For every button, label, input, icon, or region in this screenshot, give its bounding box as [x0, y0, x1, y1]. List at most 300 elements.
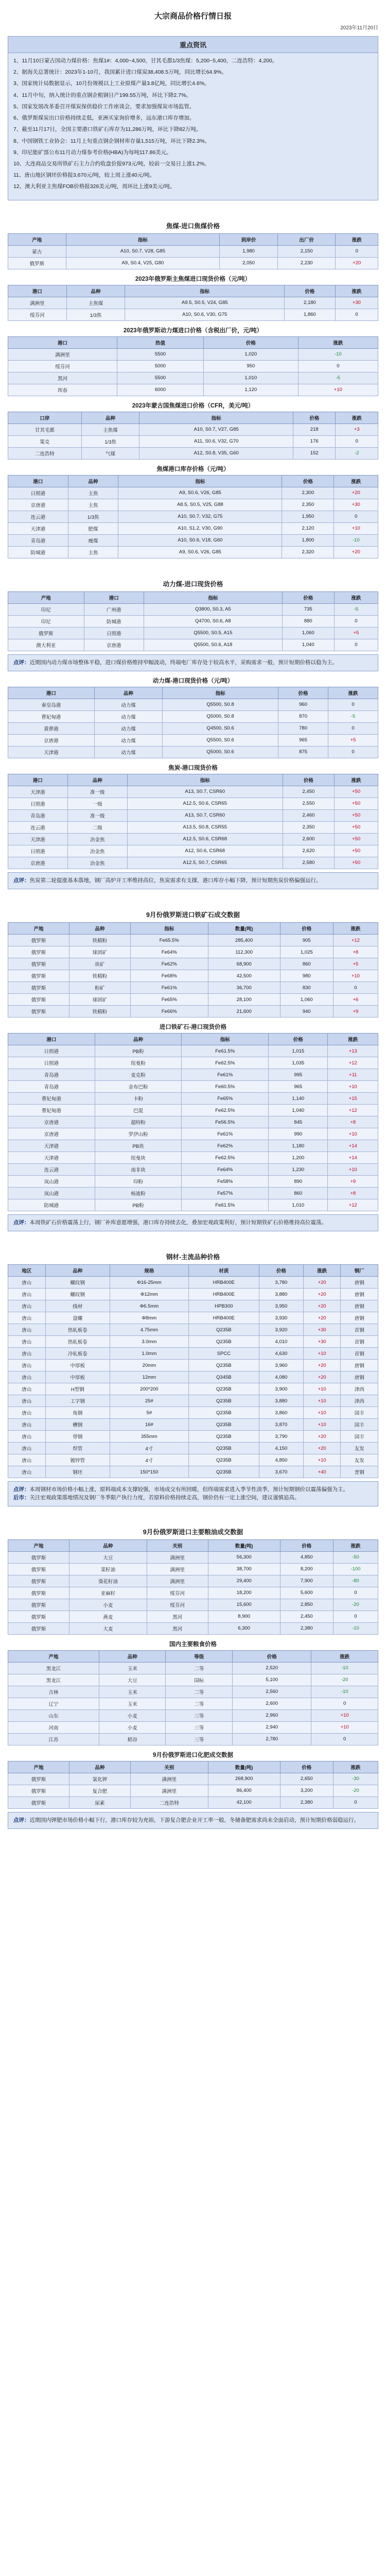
table-cell: 1,230	[269, 1164, 328, 1176]
table-row	[8, 1563, 378, 1575]
table-cell: 2,150	[277, 245, 336, 257]
table-cell: 麦克粉	[95, 1069, 182, 1081]
table-cell: 950	[203, 360, 298, 372]
table-cell: 2,850	[280, 1599, 333, 1611]
table-cell: 1,950	[282, 511, 334, 522]
coke-title: 焦炭-港口现货价格	[168, 765, 218, 771]
column-header: 产地	[8, 1539, 69, 1551]
table-cell: 唐钢	[341, 1277, 378, 1289]
table-cell: 稻谷	[99, 1733, 166, 1745]
column-header: 品种	[69, 1539, 147, 1551]
table-cell: 江苏	[8, 1733, 99, 1745]
table-cell: 980	[280, 970, 333, 982]
fertilizer-title: 9月份俄罗斯进口化肥成交数据	[153, 1752, 233, 1758]
table-cell: 2,960	[233, 1709, 311, 1721]
column-header: 涨跌	[303, 1265, 341, 1277]
column-header: 热值	[117, 336, 203, 348]
table-cell: 天津港	[8, 786, 68, 798]
table-cell: 角钢	[45, 1407, 110, 1419]
table-cell: 杨迪粉	[95, 1188, 182, 1199]
table-cell: 日照港	[84, 627, 144, 639]
table-row	[8, 857, 378, 869]
table-cell: 京唐港	[8, 1128, 95, 1140]
table-cell: 2,350	[282, 499, 334, 511]
table-cell: +20	[303, 1289, 341, 1300]
table-cell: 国丰	[341, 1431, 378, 1443]
table-cell: +10	[333, 970, 378, 982]
table-cell: 天津港	[8, 833, 68, 845]
table-cell: 俄罗斯	[8, 1773, 69, 1785]
table-row	[8, 1045, 378, 1057]
table-cell: 12mm	[110, 1371, 189, 1383]
table-cell: 日照港	[8, 798, 68, 809]
column-header: 出厂价	[277, 233, 336, 245]
table-cell: 唐山	[8, 1454, 46, 1466]
column-header: 指标	[139, 412, 293, 423]
table-cell: 3,670	[259, 1466, 304, 1478]
table-cell: 动力煤	[94, 710, 162, 722]
key-news-heading: 重点资讯	[8, 36, 378, 53]
table-header-row	[8, 1761, 378, 1773]
table-cell: 6,300	[208, 1622, 280, 1634]
table-cell: +10	[303, 1383, 341, 1395]
table-cell: 金布巴粉	[95, 1081, 182, 1093]
table-cell: 唐山	[8, 1348, 46, 1360]
table-cell: 0	[334, 511, 378, 522]
table-cell: 2,450	[280, 1611, 333, 1622]
table-cell: 热轧板卷	[45, 1336, 110, 1348]
table-cell: 6000	[117, 384, 203, 396]
table-row	[8, 1324, 378, 1336]
table-cell: +30	[303, 1336, 341, 1348]
table-cell: 21,600	[208, 1006, 280, 1018]
table-cell: 巴混	[95, 1105, 182, 1116]
table-cell: 满洲里	[147, 1563, 208, 1575]
table-cell: 3,880	[259, 1289, 304, 1300]
table-cell: 钢坯	[45, 1466, 110, 1478]
table-cell: 3,790	[259, 1431, 304, 1443]
table-row	[8, 1698, 378, 1709]
table-row	[8, 1662, 378, 1674]
table-cell: 蒙古	[8, 245, 66, 257]
table-cell: 3,930	[259, 1312, 304, 1324]
table-cell: 天津港	[8, 1140, 95, 1152]
table-row	[8, 1199, 378, 1211]
table-cell: 唐山	[8, 1443, 46, 1454]
table-cell: -20	[333, 1785, 378, 1797]
column-header: 品种	[99, 1650, 166, 1662]
column-header: 价格	[285, 285, 336, 297]
table-cell: +10	[328, 1081, 378, 1093]
table-cell: 俄罗斯	[8, 1611, 69, 1622]
table-cell: 黑龙江	[8, 1674, 99, 1686]
table-cell: 俄罗斯	[8, 946, 69, 958]
table-cell: 4,080	[259, 1371, 304, 1383]
russia-coking-title: 2023年俄罗斯主焦煤进口现货价格（元/吨）	[135, 276, 251, 282]
table-cell: A13, S0.7, CSR60	[127, 809, 283, 821]
news-item: 11、唐山地区钢坯价格报3,670元/吨，较上周上涨40元/吨。	[13, 172, 155, 179]
table-cell: 唐山	[8, 1371, 46, 1383]
table-cell: 990	[269, 1128, 328, 1140]
table-cell: Q345B	[188, 1371, 259, 1383]
table-cell: Fe62%	[182, 1140, 269, 1152]
column-header: 指标	[144, 591, 282, 603]
table-cell: +14	[328, 1140, 378, 1152]
table-cell: 2,460	[283, 809, 334, 821]
table-cell: 1,200	[269, 1152, 328, 1164]
table-cell: 二级	[67, 821, 127, 833]
table-cell: Q235B	[188, 1454, 259, 1466]
table-cell: 大豆	[99, 1674, 166, 1686]
column-header: 数量(吨)	[208, 923, 280, 935]
table-cell: -5	[328, 710, 378, 722]
table-cell: 山东	[8, 1709, 99, 1721]
table-header-row	[8, 1539, 378, 1551]
news-item: 5、国家发展改革委召开煤炭保供稳价工作座谈会，要求加强煤炭市场监管。	[13, 103, 195, 110]
table-cell: 2,230	[277, 257, 336, 269]
thermal-port-table	[8, 687, 378, 758]
table-cell: 澳大利亚	[8, 639, 84, 651]
table-cell: 俄罗斯	[8, 994, 69, 1006]
table-cell: 1,120	[203, 384, 298, 396]
table-header-row	[8, 336, 378, 348]
news-item: 10、大连商品交易所铁矿石主力合约收盘价报973元/吨，较前一交易日上涨1.2%。	[13, 160, 210, 167]
table-row	[8, 1006, 378, 1018]
thermal-port-title: 动力煤-港口现货价格（元/吨）	[152, 677, 234, 684]
table-cell: 0	[328, 722, 378, 734]
table-cell: 燕麦	[69, 1611, 147, 1622]
table-cell: Q5500, S0.6, A18	[144, 639, 282, 651]
table-cell: 盘螺	[45, 1312, 110, 1324]
table-cell: 0	[311, 1698, 378, 1709]
table-cell: 肥煤	[68, 522, 118, 534]
table-row	[8, 1733, 378, 1745]
table-cell: 3,960	[259, 1360, 304, 1371]
table-row	[8, 1721, 378, 1733]
table-cell: 准一级	[67, 786, 127, 798]
table-cell: 曹妃甸港	[8, 1093, 95, 1105]
table-cell: 日照港	[8, 1045, 95, 1057]
table-cell: 1/3焦	[66, 309, 125, 320]
table-cell: PB块	[95, 1140, 182, 1152]
table-cell: Fe61%	[182, 1128, 269, 1140]
table-cell: +20	[303, 1443, 341, 1454]
table-cell: Fe66%	[130, 1006, 208, 1018]
table-cell: 2,600	[233, 1698, 311, 1709]
table-cell: 一级	[67, 798, 127, 809]
table-cell: 主焦	[68, 546, 118, 558]
table-cell: 4,850	[259, 1454, 304, 1466]
table-row	[8, 534, 378, 546]
table-cell: 二等	[166, 1662, 233, 1674]
table-cell: 1,035	[269, 1057, 328, 1069]
table-cell: 56,300	[208, 1551, 280, 1563]
table-cell: +5	[334, 627, 378, 639]
column-header: 涨跌	[336, 233, 378, 245]
column-header: 价格	[280, 1539, 333, 1551]
table-cell: +9	[328, 1176, 378, 1188]
table-row	[8, 1575, 378, 1587]
table-cell: 218	[293, 423, 336, 435]
table-cell: +5	[328, 734, 378, 746]
table-cell: 俄罗斯	[8, 627, 84, 639]
table-row	[8, 1105, 378, 1116]
table-cell: -100	[333, 1563, 378, 1575]
table-cell: 7,900	[280, 1575, 333, 1587]
table-cell: 268,900	[208, 1773, 280, 1785]
table-cell: 青岛港	[8, 1069, 95, 1081]
table-row	[8, 821, 378, 833]
table-cell: A13, S0.7, CSR60	[127, 786, 283, 798]
table-cell: 首钢	[341, 1336, 378, 1348]
table-cell: 黑河	[8, 372, 117, 384]
table-cell: 俄罗斯	[8, 1599, 69, 1611]
table-cell: 冶金焦	[67, 833, 127, 845]
table-cell: Fe64%	[182, 1164, 269, 1176]
column-header: 涨跌	[334, 475, 378, 487]
column-header: 地区	[8, 1265, 46, 1277]
table-cell: 唐山	[8, 1395, 46, 1407]
table-header-row	[8, 475, 378, 487]
table-row	[8, 1188, 378, 1199]
table-cell: A11, S0.6, V32, G70	[139, 435, 293, 447]
news-item: 1、11月10日蒙古国动力煤价格：焦煤1#：4,000~4,500，甘其毛都1/3焦煤：5,200~5,400，二连浩特：4,200。	[13, 58, 278, 64]
grain-russia-title: 9月份俄罗斯进口主要粮油成交数据	[143, 1528, 243, 1536]
table-row	[8, 257, 378, 269]
table-cell: +12	[328, 1199, 378, 1211]
table-cell: 中厚板	[45, 1360, 110, 1371]
column-header: 价格	[269, 1033, 328, 1045]
table-cell: 京唐港	[8, 499, 68, 511]
table-cell: Q235B	[188, 1443, 259, 1454]
table-cell: A10, S0.6, V30, G75	[125, 309, 285, 320]
table-cell: HRB400E	[188, 1289, 259, 1300]
table-cell: 0	[336, 245, 378, 257]
table-cell: 铁精粉	[69, 970, 130, 982]
table-cell: 纽曼块	[95, 1152, 182, 1164]
table-cell: Fe65%	[130, 994, 208, 1006]
table-row	[8, 627, 378, 639]
table-row	[8, 1773, 378, 1785]
column-header: 涨跌	[335, 285, 378, 297]
table-row	[8, 1587, 378, 1599]
table-cell: 3,900	[259, 1383, 304, 1395]
table-row	[8, 809, 378, 821]
table-cell: 3,920	[259, 1324, 304, 1336]
thermal-coal-note-text: 近期国内动力煤市场整体平稳，进口煤价格维持窄幅波动，终端电厂库存处于较高水平，采购需求一般，预计短期价格以稳为主。	[29, 659, 338, 666]
table-cell: 首钢	[341, 1348, 378, 1360]
table-cell: 青岛港	[8, 809, 68, 821]
table-cell: 俄罗斯	[8, 1551, 69, 1563]
column-header: 指标	[163, 687, 278, 699]
table-row	[8, 845, 378, 857]
table-cell: 珲春	[8, 384, 117, 396]
column-header: 等级	[166, 1650, 233, 1662]
table-cell: A10, S0.7, V27, G85	[139, 423, 293, 435]
table-cell: 国标	[166, 1674, 233, 1686]
table-cell: 复合肥	[69, 1785, 130, 1797]
table-cell: 小麦	[99, 1709, 166, 1721]
table-cell: Fe62.5%	[182, 1057, 269, 1069]
table-cell: 860	[269, 1188, 328, 1199]
table-cell: 3.0mm	[110, 1336, 189, 1348]
column-header: 产地	[8, 1650, 99, 1662]
table-cell: 三等	[166, 1721, 233, 1733]
table-row	[8, 786, 378, 798]
table-cell: +50	[335, 821, 378, 833]
table-row	[8, 1466, 378, 1478]
table-cell: 国丰	[341, 1407, 378, 1419]
table-cell: 5500	[117, 348, 203, 360]
coke-note-label: 点评：	[13, 877, 30, 884]
iron-ore-note-label: 点评：	[13, 1219, 30, 1226]
table-cell: 1/3焦	[68, 511, 118, 522]
fertilizer-note-text: 近期国内钾肥市场价格小幅下行，港口库存较为充裕，下游复合肥企业开工率一般，冬储备肥需求尚未全面启动，预计短期价格弱稳运行。	[29, 1817, 359, 1823]
table-cell: 2,560	[233, 1686, 311, 1698]
table-cell: 二等	[166, 1698, 233, 1709]
report-title: 大宗商品价格行情日报	[154, 11, 232, 21]
table-cell: 曹妃甸港	[8, 1105, 95, 1116]
steel-note2-label: 后市：	[13, 1494, 30, 1501]
column-header: 涨跌	[333, 923, 378, 935]
table-cell: 动力煤	[94, 734, 162, 746]
column-header: 港口	[8, 475, 68, 487]
column-header: 价格	[293, 412, 336, 423]
table-cell: 罗伊山粉	[95, 1128, 182, 1140]
table-cell: 2,380	[280, 1622, 333, 1634]
table-cell: Q5500, S0.8	[163, 699, 278, 710]
table-cell: 唐山	[8, 1277, 46, 1289]
table-cell: 三等	[166, 1733, 233, 1745]
table-cell: 4,010	[259, 1336, 304, 1348]
table-cell: Fe61%	[130, 982, 208, 994]
table-row	[8, 1116, 378, 1128]
column-header: 口岸	[8, 412, 82, 423]
column-header: 指标	[66, 233, 220, 245]
table-cell: +20	[303, 1277, 341, 1289]
table-cell: 890	[269, 1176, 328, 1188]
table-cell: +10	[303, 1454, 341, 1466]
table-row	[8, 309, 378, 320]
table-cell: 防城港	[8, 1199, 95, 1211]
table-cell: 2,620	[283, 845, 334, 857]
table-cell: 黑河	[147, 1622, 208, 1634]
table-row	[8, 245, 378, 257]
column-header: 涨跌	[328, 1033, 378, 1045]
table-cell: 15,600	[208, 1599, 280, 1611]
table-cell: Q235B	[188, 1431, 259, 1443]
news-item: 6、俄罗斯煤炭出口价格持续走低，亚洲买家询价增多，远东港口库存增加。	[13, 115, 195, 122]
column-header: 品种	[94, 687, 162, 699]
table-cell: 防城港	[8, 546, 68, 558]
table-cell: 2,380	[280, 1797, 333, 1808]
table-cell: Q235B	[188, 1360, 259, 1371]
column-header: 涨跌	[298, 336, 378, 348]
table-cell: +50	[335, 786, 378, 798]
column-header: 指标	[118, 475, 282, 487]
table-cell: 1,860	[285, 309, 336, 320]
table-cell: A13.5, S0.8, CSR55	[127, 821, 283, 833]
table-cell: 0	[336, 435, 378, 447]
table-cell: 0	[333, 1611, 378, 1622]
table-cell: +8	[328, 1116, 378, 1128]
table-cell: 玉米	[99, 1698, 166, 1709]
table-cell: 唐钢	[341, 1371, 378, 1383]
table-cell: 1,140	[269, 1093, 328, 1105]
table-cell: 二等	[166, 1686, 233, 1698]
table-cell: 块矿	[69, 958, 130, 970]
table-cell: +30	[303, 1324, 341, 1336]
column-header: 品种	[69, 923, 130, 935]
table-row	[8, 1176, 378, 1188]
table-cell: 4寸	[110, 1443, 189, 1454]
table-cell: +10	[311, 1721, 378, 1733]
table-header-row	[8, 412, 378, 423]
table-cell: -2	[336, 447, 378, 459]
table-cell: Q5000, S0.6	[163, 746, 278, 758]
table-cell: 唐山	[8, 1431, 46, 1443]
column-header: 港口	[8, 687, 95, 699]
table-row	[8, 1140, 378, 1152]
table-row	[8, 360, 378, 372]
table-cell: 京唐港	[8, 1116, 95, 1128]
table-cell: +50	[335, 809, 378, 821]
table-cell: -10	[311, 1686, 378, 1698]
table-cell: 唐钢	[341, 1300, 378, 1312]
table-cell: Φ8mm	[110, 1312, 189, 1324]
table-cell: 甘其毛都	[8, 423, 82, 435]
table-cell: 4寸	[110, 1454, 189, 1466]
table-cell: 俄罗斯	[8, 1587, 69, 1599]
table-cell: -20	[333, 1599, 378, 1611]
russia-coking-table	[8, 285, 378, 321]
table-cell: 岚山港	[8, 1188, 95, 1199]
table-cell: 1,040	[269, 1105, 328, 1116]
table-cell: 唐山	[8, 1383, 46, 1395]
table-cell: 连云港	[8, 1164, 95, 1176]
table-cell: +5	[333, 958, 378, 970]
column-header: 材质	[188, 1265, 259, 1277]
table-cell: SPCC	[188, 1348, 259, 1360]
table-cell: 355mm	[110, 1431, 189, 1443]
table-cell: +10	[328, 1128, 378, 1140]
table-row	[8, 1454, 378, 1466]
table-cell: 菜籽油	[69, 1563, 147, 1575]
table-cell: 4.75mm	[110, 1324, 189, 1336]
table-cell: 曹妃甸港	[8, 710, 95, 722]
table-cell: 动力煤	[94, 746, 162, 758]
table-row	[8, 1383, 378, 1395]
column-header: 价格	[282, 475, 334, 487]
table-cell: 绥芬河	[147, 1599, 208, 1611]
table-cell: +3	[336, 423, 378, 435]
table-cell: 带钢	[45, 1431, 110, 1443]
table-cell: 俄罗斯	[8, 1563, 69, 1575]
column-header: 规格	[110, 1265, 189, 1277]
table-cell: 印粉	[95, 1176, 182, 1188]
news-item: 8、中国钢铁工业协会：11月上旬重点钢企钢材库存量1,515万吨，环比下降2.3%。	[13, 138, 210, 144]
table-cell: 4,630	[259, 1348, 304, 1360]
table-row	[8, 1093, 378, 1105]
table-cell: 日照港	[8, 487, 68, 499]
table-row	[8, 946, 378, 958]
table-cell: PB粉	[95, 1199, 182, 1211]
table-cell: 25#	[110, 1395, 189, 1407]
table-cell: 965	[269, 1081, 328, 1093]
table-cell: Fe64%	[130, 946, 208, 958]
table-cell: 3,880	[259, 1395, 304, 1407]
column-header: 价格	[280, 1761, 333, 1773]
